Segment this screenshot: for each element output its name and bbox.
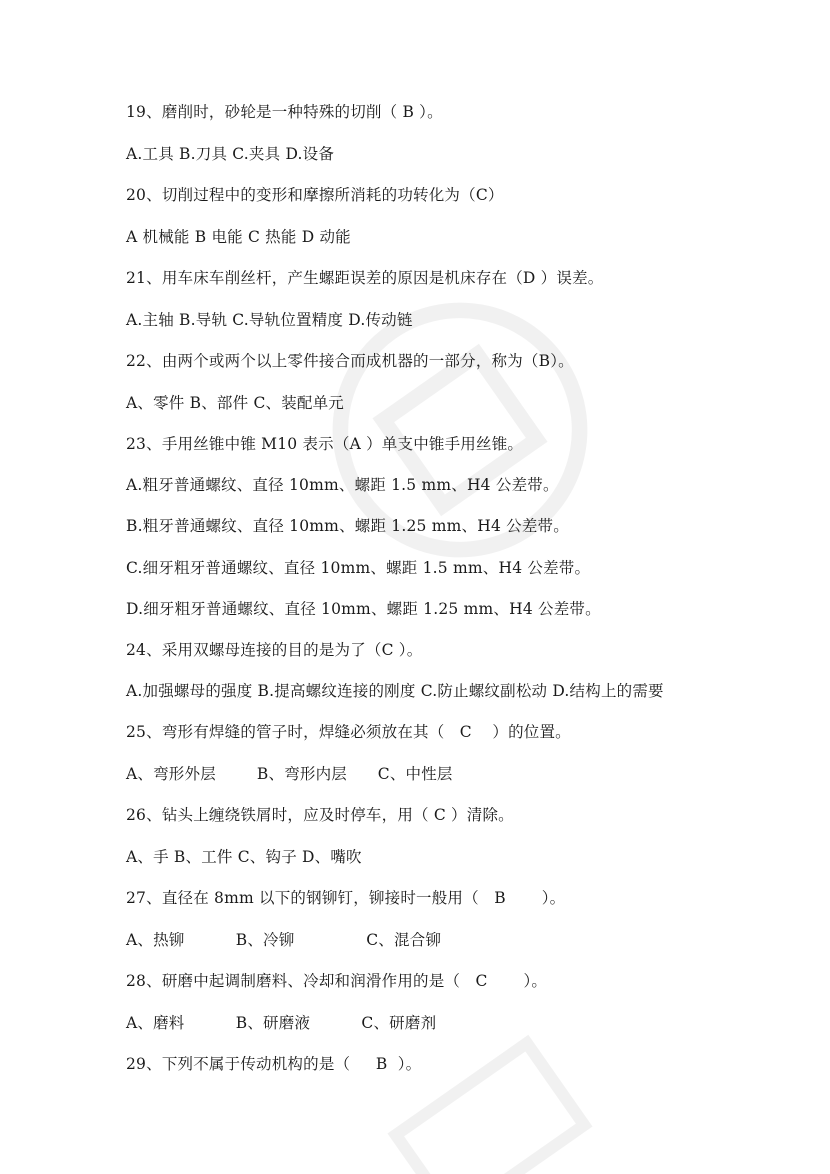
option-23d: D.细牙粗牙普通螺纹、直径 10mm、螺距 1.25 mm、H4 公差带。 (126, 600, 601, 618)
question-25: 25、弯形有焊缝的管子时，焊缝必须放在其（ C ）的位置。 (126, 723, 571, 741)
question-21: 21、用车床车削丝杆，产生螺距误差的原因是机床存在（D ）误差。 (126, 269, 604, 287)
options-28: A、磨料 B、研磨液 C、研磨剂 (126, 1014, 437, 1032)
options-24: A.加强螺母的强度 B.提高螺纹连接的刚度 C.防止螺纹副松动 D.结构上的需要 (126, 682, 664, 700)
options-20: A 机械能 B 电能 C 热能 D 动能 (126, 228, 351, 246)
question-19: 19、磨削时，砂轮是一种特殊的切削（ B ）。 (126, 103, 443, 121)
option-23b: B.粗牙普通螺纹、直径 10mm、螺距 1.25 mm、H4 公差带。 (126, 517, 569, 535)
options-27: A、热铆 B、冷铆 C、混合铆 (126, 931, 442, 949)
option-23c: C.细牙粗牙普通螺纹、直径 10mm、螺距 1.5 mm、H4 公差带。 (126, 559, 591, 577)
options-22: A、零件 B、部件 C、装配单元 (126, 394, 344, 412)
option-23a: A.粗牙普通螺纹、直径 10mm、螺距 1.5 mm、H4 公差带。 (126, 476, 559, 494)
watermark-logo-bottom (368, 1015, 612, 1174)
question-20: 20、切削过程中的变形和摩擦所消耗的功转化为（C） (126, 186, 504, 204)
question-29: 29、下列不属于传动机构的是（ B ）。 (126, 1055, 422, 1073)
options-26: A、手 B、工件 C、钩子 D、嘴吹 (126, 848, 362, 866)
options-19: A.工具 B.刀具 C.夹具 D.设备 (126, 145, 335, 163)
question-28: 28、研磨中起调制磨料、冷却和润滑作用的是（ C ）。 (126, 972, 548, 990)
question-27: 27、直径在 8mm 以下的钢铆钉，铆接时一般用（ B ）。 (126, 889, 566, 907)
question-24: 24、采用双螺母连接的目的是为了（C ）。 (126, 641, 423, 659)
question-22: 22、由两个或两个以上零件接合而成机器的一部分，称为（B）。 (126, 352, 574, 370)
question-26: 26、钻头上缠绕铁屑时，应及时停车，用（ C ）清除。 (126, 806, 514, 824)
question-23: 23、手用丝锥中锥 M10 表示（A ）单支中锥手用丝锥。 (126, 435, 524, 453)
options-21: A.主轴 B.导轨 C.导轨位置精度 D.传动链 (126, 311, 413, 329)
options-25: A、弯形外层 B、弯形内层 C、中性层 (126, 765, 453, 783)
